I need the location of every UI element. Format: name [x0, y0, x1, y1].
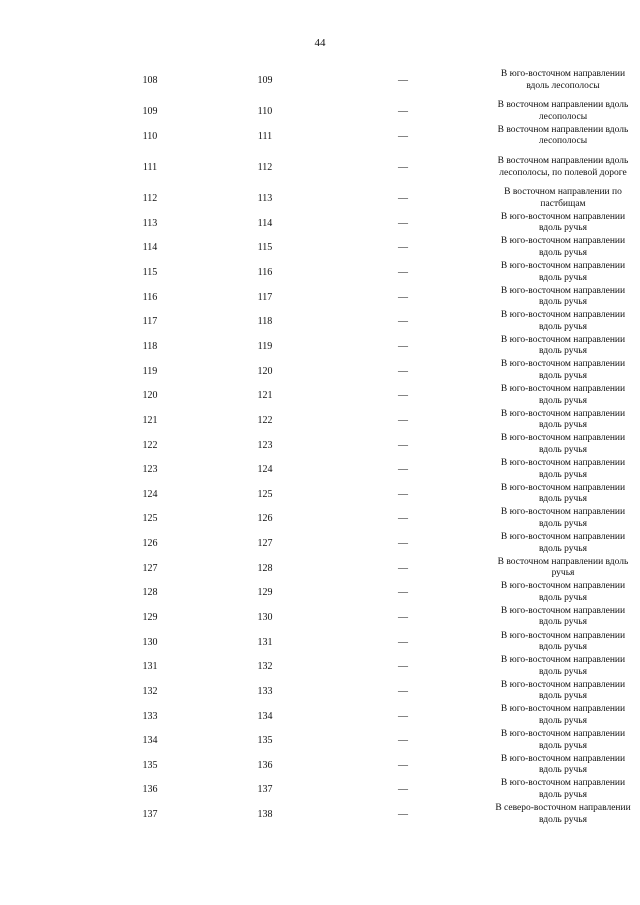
page-number: 44 [314, 37, 326, 49]
direction-description: В юго-восточном направлении вдоль ручья [500, 679, 626, 702]
direction-description: В юго-восточном направлении вдоль ручья [500, 655, 626, 677]
point-to: 135 [257, 735, 273, 747]
point-from: 113 [142, 217, 158, 229]
point-from: 122 [142, 439, 158, 451]
direction-description: В восточном направлении вдоль лесополосы, по полевой дороге [497, 155, 629, 178]
dash-cell: — [398, 365, 408, 377]
table-row [0, 285, 640, 310]
direction-description: В юго-восточном направлении вдоль ручья [500, 605, 626, 628]
table-row [0, 457, 640, 482]
point-from: 109 [142, 106, 158, 118]
point-to: 112 [257, 162, 273, 174]
dash-cell: — [398, 488, 408, 500]
dash-cell: — [398, 611, 408, 623]
table-row [0, 100, 640, 125]
boundary-table [0, 62, 640, 827]
point-from: 123 [142, 464, 158, 476]
table-row [0, 433, 640, 458]
point-to: 118 [257, 316, 273, 328]
point-to: 133 [257, 685, 273, 697]
dash-cell: — [398, 439, 408, 451]
point-to: 114 [257, 217, 273, 229]
point-from: 133 [142, 710, 158, 722]
table-row [0, 359, 640, 384]
dash-cell: — [398, 759, 408, 771]
point-from: 111 [142, 162, 158, 174]
point-from: 136 [142, 784, 158, 796]
dash-cell: — [398, 464, 408, 476]
dash-cell: — [398, 106, 408, 118]
direction-description: В юго-восточном направлении вдоль ручья [500, 334, 626, 357]
point-from: 116 [142, 291, 158, 303]
table-row [0, 556, 640, 581]
point-from: 128 [142, 587, 158, 599]
direction-description: В юго-восточном направлении вдоль ручья [500, 408, 626, 431]
dash-cell: — [398, 562, 408, 574]
table-row [0, 704, 640, 729]
direction-description: В северо-восточном направлении вдоль ручья [495, 803, 631, 825]
dash-cell: — [398, 130, 408, 142]
dash-cell: — [398, 316, 408, 328]
point-from: 120 [142, 390, 158, 402]
point-to: 125 [257, 488, 273, 500]
point-from: 126 [142, 538, 158, 550]
point-to: 138 [257, 809, 273, 821]
dash-cell: — [398, 809, 408, 821]
table-row [0, 581, 640, 606]
point-from: 119 [142, 365, 158, 377]
point-from: 118 [142, 340, 158, 352]
dash-cell: — [398, 685, 408, 697]
point-from: 108 [142, 75, 158, 87]
point-from: 112 [142, 193, 158, 205]
direction-description: В юго-восточном направлении вдоль ручья [500, 458, 626, 480]
point-to: 120 [257, 365, 273, 377]
direction-description: В юго-восточном направлении вдоль ручья [500, 704, 626, 727]
point-to: 111 [257, 130, 273, 142]
point-to: 117 [257, 291, 273, 303]
direction-description: В юго-восточном направлении вдоль ручья [500, 211, 626, 234]
direction-description: В юго-восточном направлении вдоль ручья [500, 581, 626, 603]
direction-description: В восточном направлении вдоль лесополосы [497, 100, 629, 122]
dash-cell: — [398, 538, 408, 550]
point-to: 116 [257, 267, 273, 279]
direction-description: В юго-восточном направлении вдоль ручья [500, 778, 626, 800]
point-from: 134 [142, 735, 158, 747]
direction-description: В юго-восточном направлении вдоль ручья [500, 531, 626, 554]
direction-description: В юго-восточном направлении вдоль ручья [500, 285, 626, 308]
point-to: 119 [257, 340, 273, 352]
table-row [0, 149, 640, 187]
point-to: 129 [257, 587, 273, 599]
point-to: 122 [257, 414, 273, 426]
table-row [0, 605, 640, 630]
point-to: 123 [257, 439, 273, 451]
dash-cell: — [398, 735, 408, 747]
point-to: 131 [257, 636, 273, 648]
table-row [0, 531, 640, 556]
point-to: 137 [257, 784, 273, 796]
table-row [0, 124, 640, 149]
dash-cell: — [398, 661, 408, 673]
table-row [0, 654, 640, 679]
direction-description: В юго-восточном направлении вдоль ручья [500, 310, 626, 332]
direction-description: В юго-восточном направлении вдоль ручья [500, 433, 626, 455]
direction-description: В юго-восточном направлении вдоль ручья [500, 236, 626, 258]
direction-description: В юго-восточном направлении вдоль ручья [500, 729, 626, 751]
point-from: 117 [142, 316, 158, 328]
table-row [0, 728, 640, 753]
point-to: 124 [257, 464, 273, 476]
table-row [0, 753, 640, 778]
point-from: 129 [142, 611, 158, 623]
direction-description: В восточном направлении вдоль ручья [497, 556, 629, 579]
point-from: 121 [142, 414, 158, 426]
dash-cell: — [398, 513, 408, 525]
direction-description: В восточном направлении по пастбищам [504, 187, 622, 209]
point-to: 130 [257, 611, 273, 623]
table-row [0, 679, 640, 704]
dash-cell: — [398, 193, 408, 205]
direction-description: В юго-восточном направлении вдоль ручья [500, 630, 626, 653]
dash-cell: — [398, 162, 408, 174]
table-row [0, 309, 640, 334]
table-row [0, 482, 640, 507]
point-to: 127 [257, 538, 273, 550]
dash-cell: — [398, 340, 408, 352]
point-to: 126 [257, 513, 273, 525]
point-to: 136 [257, 759, 273, 771]
point-to: 128 [257, 562, 273, 574]
table-row [0, 630, 640, 655]
table-row [0, 507, 640, 532]
direction-description: В юго-восточном направлении вдоль лесополосы [500, 69, 626, 91]
point-from: 124 [142, 488, 158, 500]
table-row [0, 260, 640, 285]
point-from: 135 [142, 759, 158, 771]
dash-cell: — [398, 291, 408, 303]
table-row [0, 802, 640, 827]
dash-cell: — [398, 636, 408, 648]
direction-description: В юго-восточном направлении вдоль ручья [500, 753, 626, 776]
point-to: 113 [257, 193, 273, 205]
direction-description: В юго-восточном направлении вдоль ручья [500, 384, 626, 406]
direction-description: В юго-восточном направлении вдоль ручья [500, 359, 626, 382]
table-row [0, 334, 640, 359]
dash-cell: — [398, 414, 408, 426]
point-from: 125 [142, 513, 158, 525]
table-row [0, 236, 640, 261]
point-from: 130 [142, 636, 158, 648]
point-from: 110 [142, 130, 158, 142]
dash-cell: — [398, 784, 408, 796]
point-from: 131 [142, 661, 158, 673]
table-row [0, 408, 640, 433]
point-from: 127 [142, 562, 158, 574]
point-from: 132 [142, 685, 158, 697]
dash-cell: — [398, 242, 408, 254]
table-row [0, 186, 640, 211]
point-to: 132 [257, 661, 273, 673]
dash-cell: — [398, 217, 408, 229]
dash-cell: — [398, 710, 408, 722]
point-to: 121 [257, 390, 273, 402]
point-to: 134 [257, 710, 273, 722]
point-from: 115 [142, 267, 158, 279]
table-row [0, 62, 640, 100]
point-to: 115 [257, 242, 273, 254]
table-row [0, 383, 640, 408]
direction-description: В юго-восточном направлении вдоль ручья [500, 260, 626, 283]
table-row [0, 778, 640, 803]
dash-cell: — [398, 75, 408, 87]
dash-cell: — [398, 587, 408, 599]
direction-description: В юго-восточном направлении вдоль ручья [500, 482, 626, 505]
point-from: 137 [142, 809, 158, 821]
direction-description: В восточном направлении вдоль лесополосы [497, 124, 629, 147]
dash-cell: — [398, 267, 408, 279]
point-to: 110 [257, 106, 273, 118]
point-to: 109 [257, 75, 273, 87]
point-from: 114 [142, 242, 158, 254]
direction-description: В юго-восточном направлении вдоль ручья [500, 507, 626, 529]
dash-cell: — [398, 390, 408, 402]
table-row [0, 211, 640, 236]
